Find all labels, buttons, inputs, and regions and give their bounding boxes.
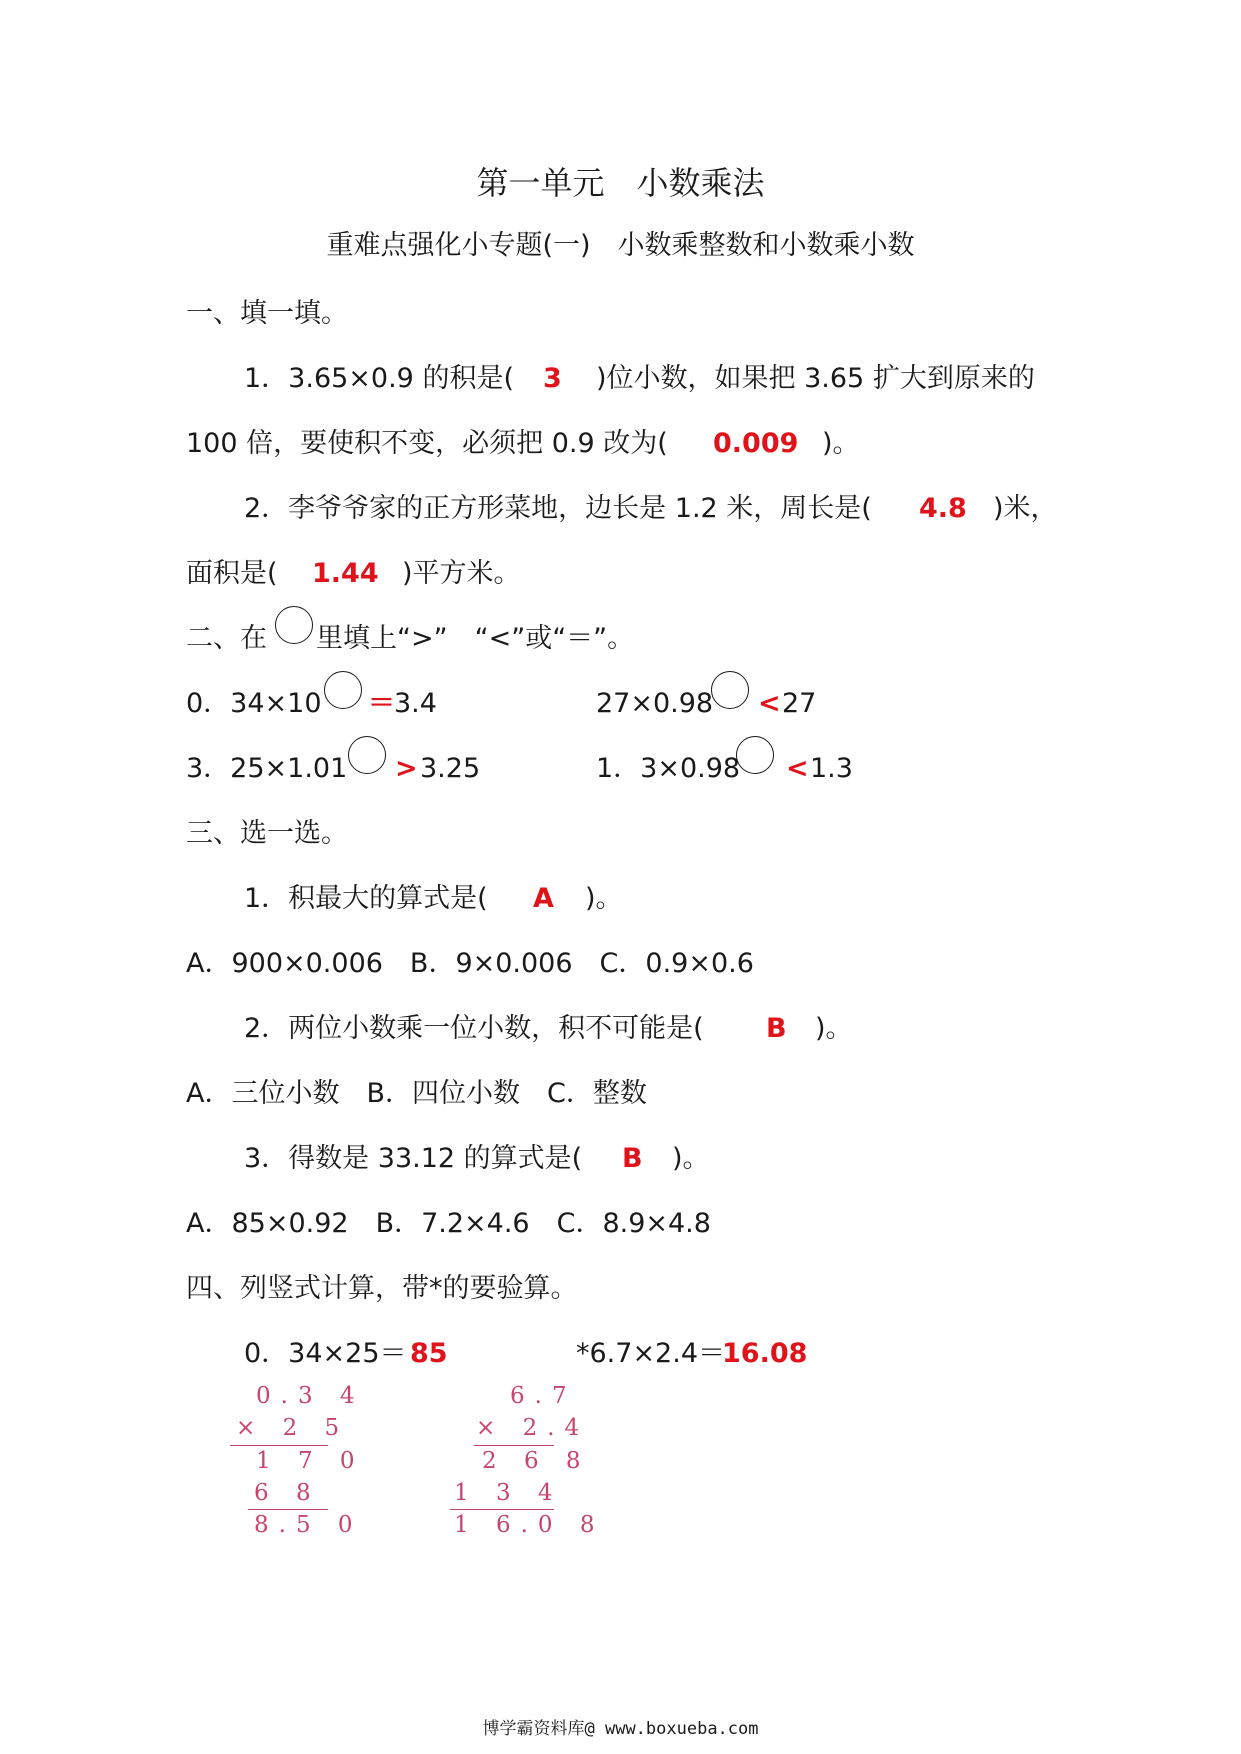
calc1-row-2: × 2 5 (236, 1415, 350, 1441)
s3-q2-answer: B (766, 1013, 787, 1044)
calc1-row-1: 0.3 4 (256, 1383, 365, 1409)
compare-rhs-4: 1.3 (810, 753, 853, 784)
s1-q1-answer2: 0.009 (713, 428, 799, 459)
s3-q3-options: A．85×0.92 B．7.2×4.6 C．8.9×4.8 (186, 1208, 711, 1239)
calc1-line-2 (248, 1509, 328, 1510)
blank-circle-icon (275, 606, 313, 644)
compare-answer-3: > (395, 753, 418, 784)
s3-q3-answer: B (622, 1143, 643, 1174)
section3-heading: 三、选一选。 (186, 818, 348, 849)
s1-q2-answer2: 1.44 (312, 558, 379, 589)
compare-rhs-1: 3.4 (394, 688, 437, 719)
s1-q1-line2-a: 100 倍，要使积不变，必须把 0.9 改为( (186, 428, 668, 459)
section2-heading-a: 二、在 (186, 623, 267, 654)
s3-q3-stem-a: 3．得数是 33.12 的算式是( (244, 1143, 583, 1174)
s1-q1-line1-a: 1．3.65×0.9 的积是( (244, 363, 514, 394)
calc1-line-1 (230, 1445, 328, 1446)
s3-q2-stem-a: 2．两位小数乘一位小数，积不可能是( (244, 1013, 704, 1044)
compare-circle-4 (736, 736, 774, 774)
section1-heading: 一、填一填。 (186, 298, 348, 329)
s3-q3-stem-b: )。 (672, 1143, 710, 1174)
compare-answer-1: ＝ (368, 688, 395, 719)
s3-q1-stem-b: )。 (585, 883, 623, 914)
s1-q2-line2-a: 面积是( (186, 558, 278, 589)
s3-q2-stem-b: )。 (815, 1013, 853, 1044)
s1-q2-line1-b: )米， (993, 493, 1058, 524)
calc2-row-1: 6.7 (510, 1383, 577, 1409)
s1-q1-line2-b: )。 (822, 428, 860, 459)
s3-q1-stem-a: 1．积最大的算式是( (244, 883, 488, 914)
footer-watermark: 博学霸资料库@ www.boxueba.com (482, 1719, 759, 1739)
compare-circle-2 (711, 671, 749, 709)
page-subtitle: 重难点强化小专题(一) 小数乘整数和小数乘小数 (326, 230, 915, 261)
calc2-answer: 16.08 (722, 1338, 808, 1369)
compare-expr-1: 0．34×10 (186, 688, 322, 719)
calc2-expr: *6.7×2.4＝ (576, 1338, 726, 1369)
calc2-row-2: × 2.4 (476, 1415, 590, 1441)
compare-expr-4: 1．3×0.98 (596, 753, 741, 784)
calc2-row-3: 2 6 8 (482, 1448, 591, 1474)
calc1-row-3: 1 7 0 (256, 1448, 365, 1474)
compare-expr-2: 27×0.98 (596, 688, 714, 719)
calc2-row-5: 1 6.0 8 (454, 1512, 605, 1538)
compare-rhs-2: 27 (782, 688, 817, 719)
s3-q2-options: A．三位小数 B．四位小数 C．整数 (186, 1078, 647, 1109)
s1-q2-line2-b: )平方米。 (402, 558, 521, 589)
compare-circle-3 (348, 736, 386, 774)
compare-rhs-3: 3.25 (420, 753, 481, 784)
s3-q1-options: A．900×0.006 B．9×0.006 C．0.9×0.6 (186, 948, 754, 979)
calc2-line-1 (474, 1445, 554, 1446)
compare-expr-3: 3．25×1.01 (186, 753, 348, 784)
section2-heading-b: 里填上“>” “<”或“＝”。 (316, 623, 635, 654)
s1-q1-line1-b: )位小数，如果把 3.65 扩大到原来的 (596, 363, 1035, 394)
section4-heading: 四、列竖式计算，带*的要验算。 (186, 1273, 578, 1304)
calc2-line-2 (450, 1509, 554, 1510)
calc1-answer: 85 (410, 1338, 448, 1369)
s1-q1-answer1: 3 (543, 363, 562, 394)
s1-q2-line1-a: 2．李爷爷家的正方形菜地，边长是 1.2 米，周长是( (244, 493, 872, 524)
compare-answer-2: < (758, 688, 781, 719)
page-title: 第一单元 小数乘法 (476, 164, 765, 202)
calc1-row-5: 8.5 0 (254, 1512, 363, 1538)
s1-q2-answer1: 4.8 (919, 493, 967, 524)
compare-answer-4: < (786, 753, 809, 784)
s3-q1-answer: A (533, 883, 554, 914)
compare-circle-1 (324, 671, 362, 709)
calc1-row-4: 6 8 (254, 1480, 321, 1506)
calc2-row-4: 1 3 4 (454, 1480, 563, 1506)
calc1-expr: 0．34×25＝ (244, 1338, 407, 1369)
